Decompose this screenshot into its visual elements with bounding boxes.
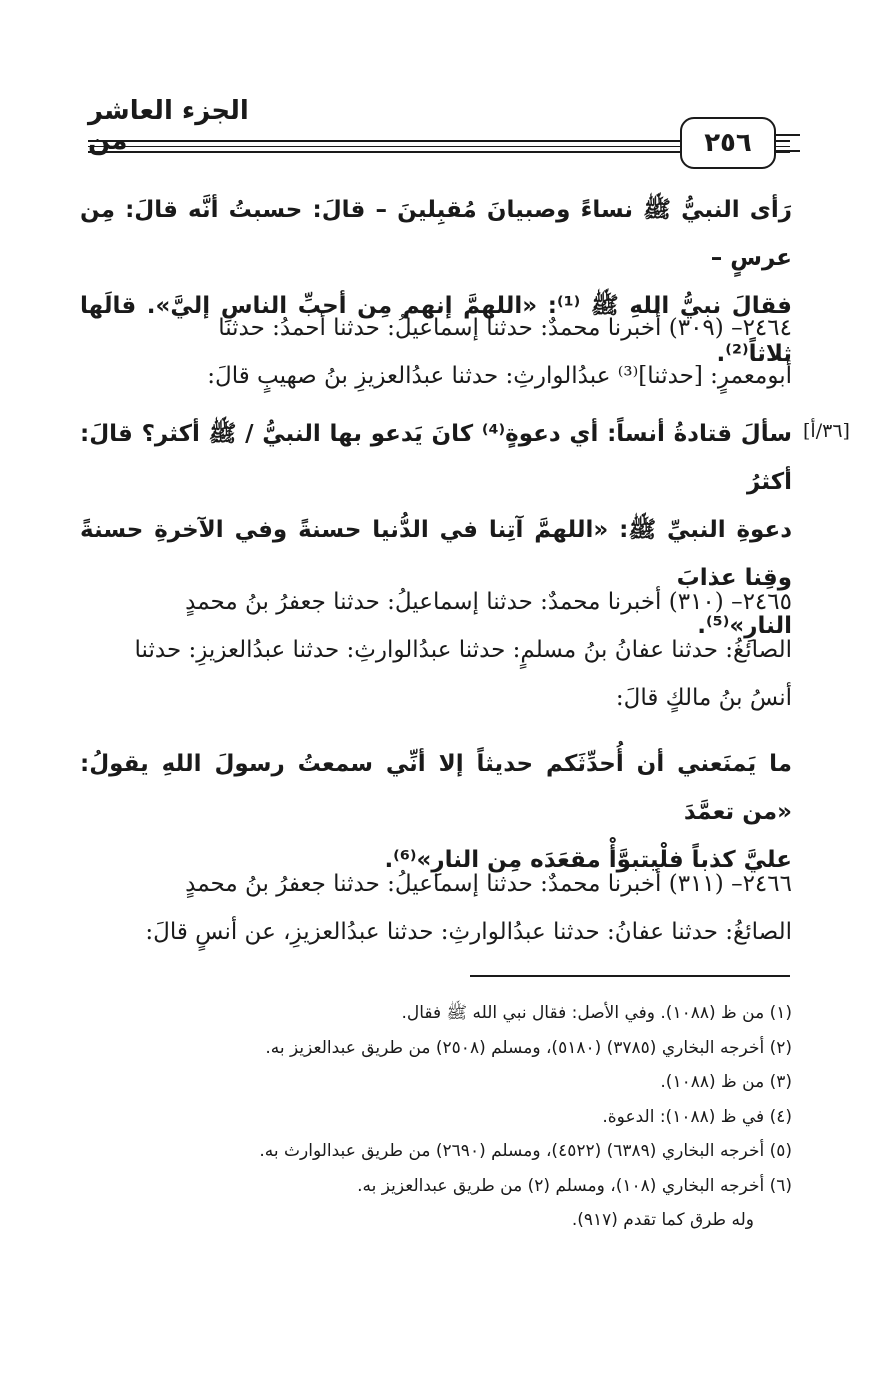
text-line: ٢٤٦٦– (٣١١) أخبرنا محمدٌ: حدثنا إسماعيلُ: حدثنا جعفرُ بنُ محمدٍ [185, 871, 792, 897]
footnote: (٣) من ظ (١٠٨٨). [660, 1072, 792, 1092]
footnotes [90, 996, 792, 1238]
margin-folio-note: [٣٦/أ] [803, 420, 850, 442]
isnad-paragraph [80, 860, 792, 956]
text-line: ما يَمنَعني أن أُحدِّثَكم حديثاً إلا أنِّي سمعتُ رسولَ اللهِ يقولُ: «من تعمَّدَ [80, 751, 792, 825]
isnad-paragraph [80, 578, 792, 722]
footnote: (٤) في ظ (١٠٨٨): الدعوة. [602, 1106, 792, 1127]
text-line: الصائغُ: حدثنا عفانُ: حدثنا عبدُالوارثِ: حدثنا عبدُالعزيزِ، عن أنسٍ قالَ: [145, 919, 792, 945]
footnote: (٥) أخرجه البخاري (٦٣٨٩) (٤٥٢٢)، ومسلم (٢٦٩٠) من طريق عبدالوارث به. [259, 1141, 792, 1161]
text-line: دعوةِ النبيِّ ﷺ: «اللهمَّ آتِنا في الدُّنيا حسنةً وفي الآخرةِ حسنةً وقِنا عذابَ [80, 517, 792, 591]
footnote: (١) من ظ (١٠٨٨). وفي الأصل: فقال نبي الله ﷺ فقال. [401, 1003, 792, 1023]
page-number-ornament [772, 134, 800, 152]
running-header-title: الجزء العاشر من [88, 96, 249, 156]
text-line: رَأى النبيُّ ﷺ نساءً وصبيانَ مُقبِلينَ – قالَ: حسبتُ أنَّه قالَ: مِن عرسٍ – [80, 197, 792, 271]
text-line: النارِ»⁽⁵⁾. [697, 613, 792, 639]
text-line: سألَ قتادةُ أنساً: أي دعوةٍ⁽⁴⁾ كانَ يَدعو بها النبيُّ / ﷺ أكثر؟ قالَ: أكثرُ [80, 421, 792, 495]
text-line: ٢٤٦٤– (٣٠٩) أخبرنا محمدٌ: حدثنا إسماعيلُ: حدثنا أحمدُ: حدثنا [218, 315, 792, 341]
isnad-paragraph [80, 304, 792, 400]
text-line: الصائغُ: حدثنا عفانُ بنُ مسلمٍ: حدثنا عبدُالوارثِ: حدثنا عبدُالعزيزِ: حدثنا [134, 637, 792, 663]
footnote: (٢) أخرجه البخاري (٣٧٨٥) (٥١٨٠)، ومسلم (٢٥٠٨) من طريق عبدالعزيز به. [265, 1037, 792, 1058]
footnote-continuation: وله طرق كما تقدم (٩١٧). [571, 1210, 754, 1230]
text-line: أنسُ بنُ مالكٍ قالَ: [615, 685, 792, 711]
text-line: أبومعمرٍ: [حدثنا]⁽³⁾ عبدُالوارثِ: حدثنا عبدُالعزيزِ بنُ صهيبٍ قالَ: [207, 363, 792, 389]
footnote-separator [470, 975, 790, 977]
text-line: فقالَ نبيُّ اللهِ ﷺ ⁽¹⁾: «اللهمَّ إنهم مِن أحبِّ الناسِ إليَّ». قالَها ثلاثاً⁽²⁾. [80, 293, 792, 367]
footnote: (٦) أخرجه البخاري (١٠٨)، ومسلم (٢) من طريق عبدالعزيز به. [357, 1175, 792, 1196]
text-line: عليَّ كذباً فلْيتبوَّأْ مقعَدَه مِن النارِ»⁽⁶⁾. [384, 847, 792, 873]
page-number: ٢٥٦ [680, 117, 776, 169]
text-line: ٢٤٦٥– (٣١٠) أخبرنا محمدٌ: حدثنا إسماعيلُ: حدثنا جعفرُ بنُ محمدٍ [185, 589, 792, 615]
